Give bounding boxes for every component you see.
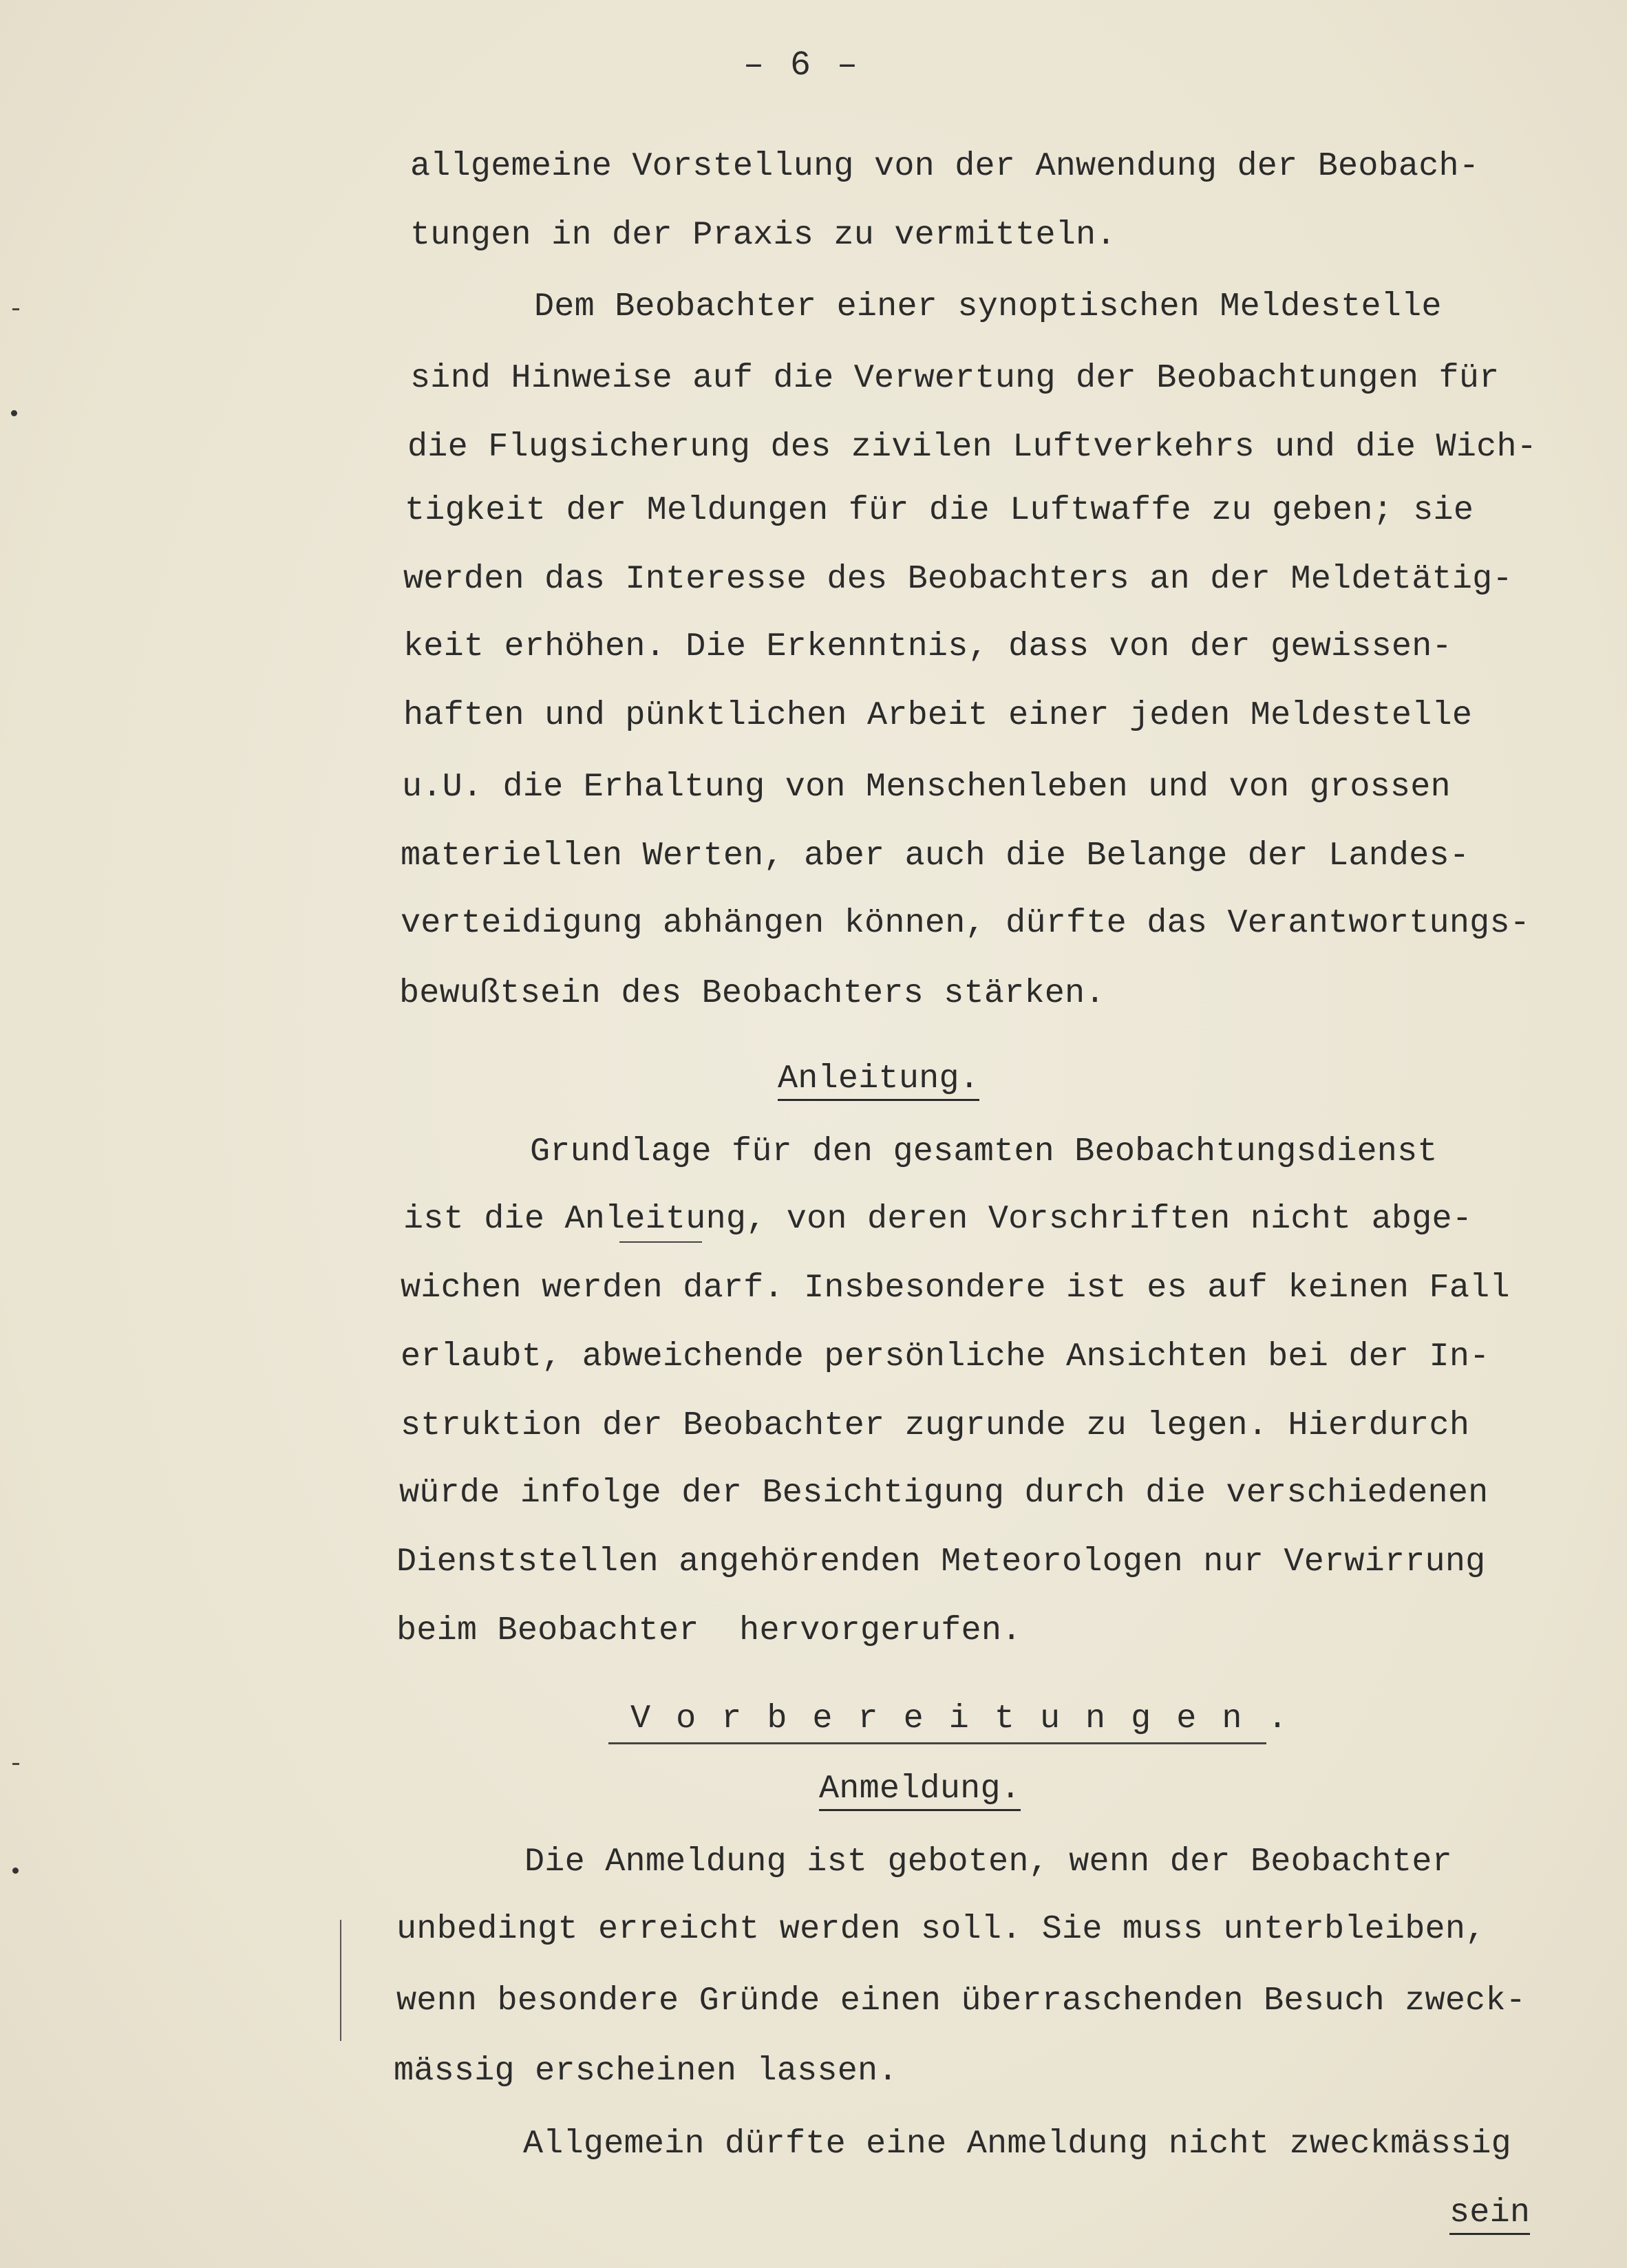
heading-rule bbox=[608, 1742, 1266, 1744]
text-line: ist die Anleitung, von deren Vorschriften nicht abge- bbox=[403, 1200, 1473, 1238]
text-line: allgemeine Vorstellung von der Anwendung der Beobach- bbox=[410, 147, 1480, 185]
text-line: mässig erscheinen lassen. bbox=[394, 2052, 898, 2090]
text-line: Dem Beobachter einer synoptischen Meldestelle bbox=[534, 288, 1442, 325]
punch-hole-mark bbox=[11, 410, 17, 416]
text-line: werden das Interesse des Beobachters an der Meldetätig- bbox=[403, 560, 1513, 598]
heading-text: Anleitung. bbox=[778, 1060, 979, 1101]
section-heading bbox=[778, 1058, 979, 1100]
punch-hole-mark bbox=[12, 1868, 19, 1874]
text-line: unbedingt erreicht werden soll. Sie muss unterbleiben, bbox=[396, 1910, 1486, 1948]
margin-mark bbox=[12, 1763, 19, 1765]
catchword bbox=[1449, 2192, 1530, 2234]
margin-line bbox=[340, 1920, 341, 2041]
text-line: wichen werden darf. Insbesondere ist es auf keinen Fall bbox=[401, 1269, 1510, 1307]
page-number: – 6 – bbox=[743, 46, 861, 85]
margin-mark bbox=[12, 308, 19, 310]
text-line: sind Hinweise auf die Verwertung der Beobachtungen für bbox=[410, 359, 1500, 397]
text-line: u.U. die Erhaltung von Menschenleben und von grossen bbox=[402, 768, 1451, 806]
section-heading bbox=[819, 1768, 1021, 1810]
section-heading-spaced: Vorbereitungen. bbox=[630, 1700, 1313, 1737]
handwritten-underline bbox=[619, 1241, 702, 1243]
text-line: verteidigung abhängen können, dürfte das Verantwortungs- bbox=[401, 904, 1531, 942]
text-line: erlaubt, abweichende persönliche Ansichten bei der In- bbox=[401, 1338, 1490, 1376]
text-line: die Flugsicherung des zivilen Luftverkehrs und die Wich- bbox=[407, 428, 1538, 466]
text-line: würde infolge der Besichtigung durch die verschiedenen bbox=[399, 1474, 1489, 1512]
catchword-text: sein bbox=[1449, 2194, 1530, 2235]
text-line: haften und pünktlichen Arbeit einer jeden Meldestelle bbox=[403, 696, 1473, 734]
text-line: struktion der Beobachter zugrunde zu legen. Hierdurch bbox=[401, 1406, 1470, 1444]
text-line: bewußtsein des Beobachters stärken. bbox=[399, 974, 1105, 1012]
heading-text: Anmeldung. bbox=[819, 1770, 1021, 1811]
text-line: beim Beobachter hervorgerufen. bbox=[396, 1612, 1022, 1649]
text-line: keit erhöhen. Die Erkenntnis, dass von der gewissen- bbox=[403, 628, 1452, 665]
text-line: Die Anmeldung ist geboten, wenn der Beobachter bbox=[524, 1843, 1453, 1881]
text-line: Grundlage für den gesamten Beobachtungsdienst bbox=[530, 1133, 1438, 1170]
text-line: materiellen Werten, aber auch die Belange der Landes- bbox=[401, 837, 1470, 875]
text-line: Allgemein dürfte eine Anmeldung nicht zweckmässig bbox=[523, 2125, 1511, 2163]
text-line: wenn besondere Gründe einen überraschenden Besuch zweck- bbox=[396, 1982, 1527, 2020]
text-line: tungen in der Praxis zu vermitteln. bbox=[410, 216, 1116, 254]
text-line: Dienststellen angehörenden Meteorologen nur Verwirrung bbox=[396, 1543, 1486, 1581]
text-line: tigkeit der Meldungen für die Luftwaffe zu geben; sie bbox=[405, 491, 1474, 529]
